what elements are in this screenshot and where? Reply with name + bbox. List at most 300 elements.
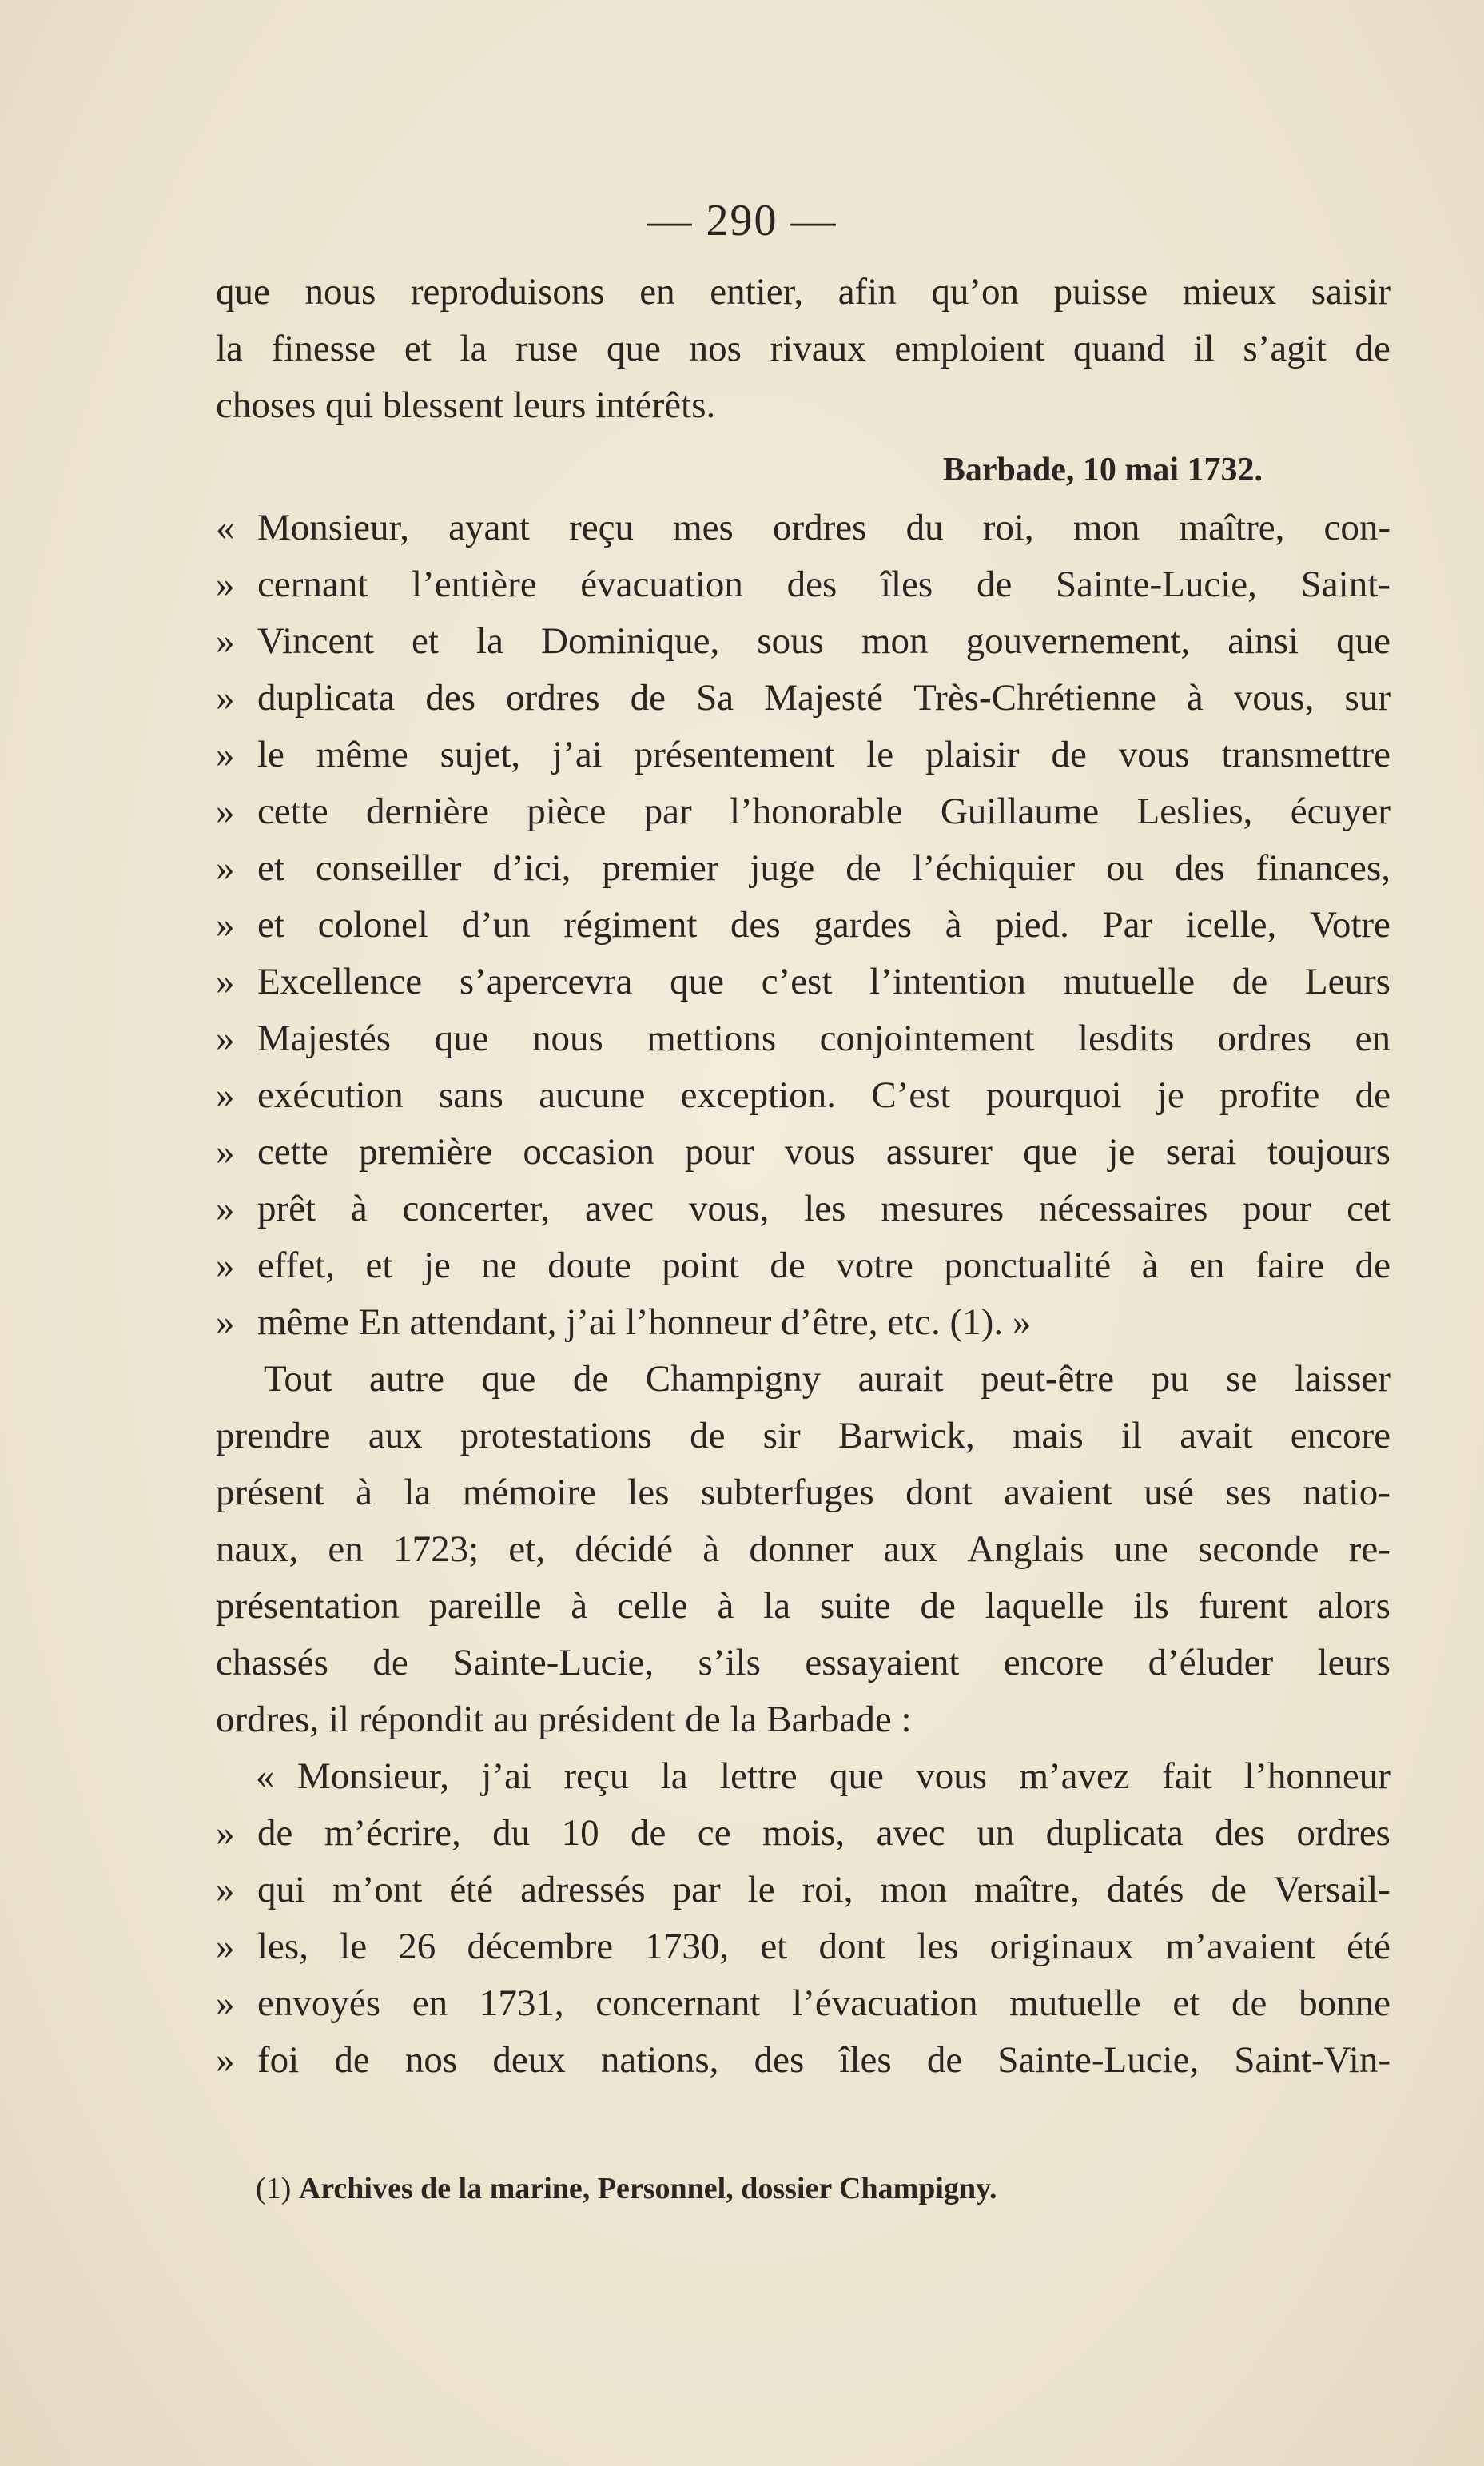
quote-mark: » xyxy=(216,1245,235,1286)
word: l’entière xyxy=(412,564,537,605)
word: en xyxy=(412,1982,448,2024)
word: Tout xyxy=(264,1358,332,1400)
word: quand xyxy=(1073,328,1165,369)
word: les xyxy=(804,1188,846,1229)
word: les xyxy=(917,1926,959,1967)
word: je xyxy=(423,1245,451,1286)
line-text xyxy=(257,1862,1391,1918)
word: que xyxy=(434,1018,489,1059)
word: prendre xyxy=(216,1415,331,1456)
line-text: ordres, il répondit au président de la Barbade : xyxy=(216,1699,912,1740)
word: décidé xyxy=(575,1528,673,1570)
word: qui xyxy=(257,1869,306,1910)
word: Champigny xyxy=(645,1358,822,1400)
quote-mark: » xyxy=(216,620,235,662)
word: présent xyxy=(216,1472,324,1513)
quote-mark: » xyxy=(216,1926,235,1967)
word: dont xyxy=(818,1926,885,1967)
word: usé xyxy=(1144,1472,1194,1513)
word: assurer xyxy=(885,1131,993,1173)
word: Vincent xyxy=(257,620,374,662)
word: c’est xyxy=(761,961,833,1002)
word: que xyxy=(1336,620,1391,662)
word: et xyxy=(365,1245,393,1286)
word: le xyxy=(257,734,284,775)
text-line xyxy=(216,1408,1391,1464)
word: Monsieur, xyxy=(297,1755,450,1797)
word: même xyxy=(316,734,408,775)
word: vous, xyxy=(1233,677,1315,719)
word: pour xyxy=(685,1131,754,1173)
word: subterfuges xyxy=(701,1472,874,1513)
word: vous xyxy=(784,1131,856,1173)
quote-line xyxy=(216,1918,1391,1975)
word: gouvernement, xyxy=(965,620,1191,662)
word: Guillaume xyxy=(940,791,1100,832)
word: Sa xyxy=(696,677,734,719)
word: ordres xyxy=(772,507,867,548)
word: il xyxy=(1120,1415,1143,1456)
word: cette xyxy=(257,1131,328,1173)
line-text xyxy=(216,1521,1391,1578)
word: et xyxy=(1172,1982,1200,2024)
footnote xyxy=(256,2171,997,2206)
word: évacuation xyxy=(580,564,743,605)
quote-line xyxy=(216,1181,1391,1237)
line-text xyxy=(216,1408,1391,1464)
word: seconde xyxy=(1198,1528,1319,1570)
line-text xyxy=(257,954,1391,1010)
word: de xyxy=(845,847,881,889)
quote-mark: » xyxy=(216,1301,235,1343)
word: point xyxy=(662,1245,739,1286)
word: la xyxy=(460,328,487,369)
word: décembre xyxy=(467,1926,614,1967)
word: aux xyxy=(368,1415,423,1456)
word: doute xyxy=(547,1245,631,1286)
word: il xyxy=(1193,328,1215,369)
word: s’agit xyxy=(1243,328,1327,369)
word: 10 xyxy=(561,1812,599,1854)
word: je xyxy=(1156,1074,1184,1116)
word: lesdits xyxy=(1078,1018,1175,1059)
word: rivaux xyxy=(770,328,866,369)
word: alors xyxy=(1317,1585,1391,1627)
word: l’échiquier xyxy=(912,847,1076,889)
word: nos xyxy=(404,2039,458,2081)
line-text xyxy=(257,1181,1391,1237)
word: profite xyxy=(1219,1074,1320,1116)
word: pourquoi xyxy=(985,1074,1122,1116)
word: Saint- xyxy=(1300,564,1391,605)
line-text xyxy=(257,840,1391,897)
quote-line xyxy=(216,897,1391,954)
word: de xyxy=(920,1585,956,1627)
word: encore xyxy=(1003,1642,1104,1683)
word: et xyxy=(412,620,439,662)
word: pareille xyxy=(428,1585,542,1627)
line-text xyxy=(257,1237,1391,1294)
quote-mark: » xyxy=(216,734,235,775)
word: peut-être xyxy=(981,1358,1115,1400)
page-body xyxy=(216,264,1391,2089)
word: adressés xyxy=(520,1869,646,1910)
quote-mark: » xyxy=(216,1018,235,1059)
quote-line xyxy=(216,954,1391,1010)
word: cernant xyxy=(257,564,368,605)
word: de xyxy=(257,1812,293,1854)
word: de xyxy=(1051,734,1087,775)
word: mon xyxy=(880,1869,948,1910)
word: cet xyxy=(1347,1188,1391,1229)
line-text xyxy=(216,1635,1391,1691)
word: transmettre xyxy=(1221,734,1391,775)
text-line xyxy=(216,377,1391,434)
text-line xyxy=(216,1635,1391,1691)
word: d’éluder xyxy=(1148,1642,1274,1683)
word: que xyxy=(481,1358,536,1400)
word: vous, xyxy=(688,1188,770,1229)
word: faire xyxy=(1255,1245,1325,1286)
word: j’ai xyxy=(552,734,603,775)
line-text xyxy=(257,1067,1391,1124)
word: fait xyxy=(1162,1755,1212,1797)
word: et xyxy=(257,847,284,889)
word: mettions xyxy=(647,1018,777,1059)
word: chassés xyxy=(216,1642,328,1683)
word: l’honorable xyxy=(729,791,903,832)
word: l’honneur xyxy=(1244,1755,1391,1797)
word: votre xyxy=(836,1245,913,1286)
quote-mark: » xyxy=(216,904,235,946)
line-text: même En attendant, j’ai l’honneur d’être, etc. (1). » xyxy=(257,1301,1032,1343)
word: roi, xyxy=(802,1869,853,1910)
word: à xyxy=(1186,677,1204,719)
word: protestations xyxy=(460,1415,652,1456)
text-line xyxy=(216,1578,1391,1635)
word: saisir xyxy=(1311,271,1391,313)
word: Dominique, xyxy=(541,620,720,662)
quote-line xyxy=(216,500,1391,556)
word: de xyxy=(630,677,666,719)
quote-line xyxy=(216,1748,1391,1805)
word: de xyxy=(690,1415,726,1456)
word: mon xyxy=(1072,507,1140,548)
quote-mark: » xyxy=(216,1074,235,1116)
line-text xyxy=(216,1464,1391,1521)
text-line xyxy=(216,1691,1391,1748)
word: un xyxy=(977,1812,1015,1854)
word: nations, xyxy=(600,2039,719,2081)
word: l’intention xyxy=(869,961,1026,1002)
word: cette xyxy=(257,791,328,832)
word: C’est xyxy=(871,1074,951,1116)
word: colonel xyxy=(317,904,428,946)
quote-line xyxy=(216,2032,1391,2089)
word: de xyxy=(372,1642,408,1683)
word: plaisir xyxy=(925,734,1020,775)
line-text xyxy=(297,1748,1391,1805)
word: que xyxy=(607,328,661,369)
word: nous xyxy=(531,1018,603,1059)
text-line xyxy=(216,1351,1391,1408)
word: Barwick, xyxy=(837,1415,975,1456)
word: de xyxy=(1211,1869,1247,1910)
word: premier xyxy=(602,847,719,889)
quote-line xyxy=(216,670,1391,727)
word: sous xyxy=(757,620,824,662)
word: originaux xyxy=(989,1926,1134,1967)
word: leurs xyxy=(1317,1642,1391,1683)
word: et xyxy=(404,328,432,369)
quote-mark: « xyxy=(216,507,235,548)
word: de xyxy=(1355,1074,1391,1116)
word: ruse xyxy=(515,328,579,369)
word: ponctualité xyxy=(944,1245,1112,1286)
word: finesse xyxy=(271,328,376,369)
word: furent xyxy=(1198,1585,1288,1627)
word: Sainte-Lucie, xyxy=(997,2039,1200,2081)
word: d’un xyxy=(461,904,531,946)
word: sir xyxy=(762,1415,801,1456)
word: donner xyxy=(749,1528,853,1570)
quote-line xyxy=(216,1010,1391,1067)
word: mémoire xyxy=(462,1472,596,1513)
word: les xyxy=(627,1472,670,1513)
word: en xyxy=(639,271,675,313)
word: Anglais xyxy=(967,1528,1084,1570)
word: exception. xyxy=(680,1074,837,1116)
word: deux xyxy=(492,2039,566,2081)
word: avec xyxy=(876,1812,945,1854)
word: de xyxy=(1231,1982,1267,2024)
word: encore xyxy=(1290,1415,1391,1456)
word: naux, xyxy=(216,1528,299,1570)
word: 1730, xyxy=(644,1926,730,1967)
quote-line xyxy=(216,1067,1391,1124)
word: que xyxy=(670,961,724,1002)
word: Excellence xyxy=(257,961,423,1002)
word: mais xyxy=(1012,1415,1084,1456)
quote-mark: » xyxy=(216,1188,235,1229)
word: re- xyxy=(1348,1528,1391,1570)
word: roi, xyxy=(982,507,1034,548)
word: aurait xyxy=(857,1358,944,1400)
quote-mark: » xyxy=(216,961,235,1002)
word: emploient xyxy=(894,328,1045,369)
word: à xyxy=(702,1528,720,1570)
word: mes xyxy=(673,507,734,548)
word: de xyxy=(631,1812,666,1854)
word: maître, xyxy=(974,1869,1080,1910)
word: dernière xyxy=(365,791,489,832)
word: le xyxy=(340,1926,368,1967)
word: entier, xyxy=(710,271,804,313)
line-text xyxy=(257,1805,1391,1862)
word: duplicata xyxy=(1045,1812,1184,1854)
quote-line xyxy=(216,613,1391,670)
word: la xyxy=(216,328,243,369)
word: Leslies, xyxy=(1136,791,1253,832)
word: ayant xyxy=(448,507,530,548)
word: concerter, xyxy=(402,1188,551,1229)
quote-mark: » xyxy=(216,1982,235,2024)
word: mesures xyxy=(881,1188,1005,1229)
text-line xyxy=(216,1464,1391,1521)
word: Majestés xyxy=(257,1018,392,1059)
word: concernant xyxy=(595,1982,761,2024)
word: serai xyxy=(1165,1131,1237,1173)
word: de xyxy=(334,2039,370,2081)
word: que xyxy=(216,271,270,313)
line-text xyxy=(264,1351,1391,1408)
word: pièce xyxy=(527,791,607,832)
word: natio- xyxy=(1303,1472,1391,1513)
word: toujours xyxy=(1267,1131,1391,1173)
quote-mark: » xyxy=(216,1812,235,1854)
quote-line xyxy=(216,1237,1391,1294)
quote-mark: « xyxy=(256,1755,275,1797)
word: de xyxy=(1355,1245,1391,1286)
quote-mark: » xyxy=(216,847,235,889)
word: par xyxy=(643,791,692,832)
word: Leurs xyxy=(1304,961,1391,1002)
word: bonne xyxy=(1299,1982,1391,2024)
word: des xyxy=(1175,847,1225,889)
word: écuyer xyxy=(1290,791,1391,832)
word: Versail- xyxy=(1273,1869,1391,1910)
word: conseiller xyxy=(315,847,462,889)
footnote-text: Archives de la marine, Personnel, dossier Champigny. xyxy=(298,2172,997,2205)
word: vous xyxy=(916,1755,988,1797)
word: et xyxy=(257,904,284,946)
word: mieux xyxy=(1182,271,1277,313)
word: Sainte-Lucie, xyxy=(452,1642,654,1683)
quote-line xyxy=(216,1862,1391,1918)
word: des xyxy=(425,677,476,719)
word: première xyxy=(359,1131,493,1173)
quote-line xyxy=(216,1805,1391,1862)
word: à xyxy=(350,1188,368,1229)
word: des xyxy=(730,904,781,946)
quote-line xyxy=(216,1124,1391,1181)
word: occasion xyxy=(523,1131,654,1173)
word: en xyxy=(1189,1245,1225,1286)
word: avaient xyxy=(1004,1472,1112,1513)
word: con- xyxy=(1323,507,1391,548)
word: duplicata xyxy=(257,677,396,719)
line-text xyxy=(257,1975,1391,2032)
text-line xyxy=(216,1521,1391,1578)
quote-line xyxy=(216,783,1391,840)
line-text xyxy=(257,897,1391,954)
word: ce xyxy=(697,1812,731,1854)
word: reçu xyxy=(569,507,634,548)
word: mon xyxy=(861,620,929,662)
word: été xyxy=(1347,1926,1391,1967)
word: en xyxy=(1355,1018,1391,1059)
line-text: choses qui blessent leurs intérêts. xyxy=(216,384,716,426)
word: été xyxy=(449,1869,494,1910)
word: mutuelle xyxy=(1063,961,1196,1002)
word: que xyxy=(1023,1131,1078,1173)
word: essayaient xyxy=(805,1642,960,1683)
word: et, xyxy=(508,1528,546,1570)
line-text xyxy=(257,670,1391,727)
word: s’apercevra xyxy=(459,961,633,1002)
word: pour xyxy=(1243,1188,1312,1229)
word: îles xyxy=(839,2039,892,2081)
word: reçu xyxy=(563,1755,629,1797)
word: ordres xyxy=(506,677,600,719)
word: Votre xyxy=(1309,904,1391,946)
word: à xyxy=(717,1585,734,1627)
word: et xyxy=(760,1926,788,1967)
word: datés xyxy=(1106,1869,1184,1910)
quote-mark: » xyxy=(216,564,235,605)
word: Saint-Vin- xyxy=(1234,2039,1391,2081)
word: qu’on xyxy=(931,271,1020,313)
word: s’ils xyxy=(698,1642,761,1683)
word: l’évacuation xyxy=(792,1982,978,2024)
word: pu xyxy=(1151,1358,1189,1400)
word: à xyxy=(356,1472,373,1513)
word: sur xyxy=(1344,677,1391,719)
word: autre xyxy=(369,1358,444,1400)
word: je xyxy=(1108,1131,1136,1173)
quote-line xyxy=(216,840,1391,897)
word: ordres xyxy=(1217,1018,1312,1059)
word: la xyxy=(476,620,503,662)
word: du xyxy=(492,1812,531,1854)
word: de xyxy=(926,2039,963,2081)
word: aux xyxy=(883,1528,938,1570)
quote-mark: » xyxy=(216,677,235,719)
line-text xyxy=(257,556,1391,613)
word: ordres xyxy=(1296,1812,1391,1854)
word: nos xyxy=(689,328,742,369)
word: présentation xyxy=(216,1585,400,1627)
word: suite xyxy=(819,1585,891,1627)
word: à xyxy=(945,904,962,946)
word: pied. xyxy=(995,904,1069,946)
word: des xyxy=(754,2039,805,2081)
word: îles xyxy=(880,564,933,605)
word: à xyxy=(571,1585,588,1627)
line-text xyxy=(257,783,1391,840)
word: une xyxy=(1113,1528,1168,1570)
word: avec xyxy=(584,1188,654,1229)
word: ne xyxy=(481,1245,517,1286)
letter-dateline: Barbade, 10 mai 1732. xyxy=(942,452,1263,488)
word: régiment xyxy=(563,904,698,946)
line-text xyxy=(216,1578,1391,1635)
word: dont xyxy=(905,1472,973,1513)
word: m’écrire, xyxy=(324,1812,461,1854)
word: m’avaient xyxy=(1164,1926,1315,1967)
word: se xyxy=(1226,1358,1258,1400)
word: le xyxy=(866,734,894,775)
word: maître, xyxy=(1179,507,1285,548)
word: juge xyxy=(750,847,815,889)
line-text xyxy=(216,264,1391,321)
footnote-number: (1) xyxy=(256,2172,292,2205)
word: que xyxy=(829,1755,884,1797)
word: de xyxy=(1231,961,1268,1002)
word: de xyxy=(1355,328,1391,369)
word: lettre xyxy=(720,1755,798,1797)
word: conjointement xyxy=(819,1018,1035,1059)
